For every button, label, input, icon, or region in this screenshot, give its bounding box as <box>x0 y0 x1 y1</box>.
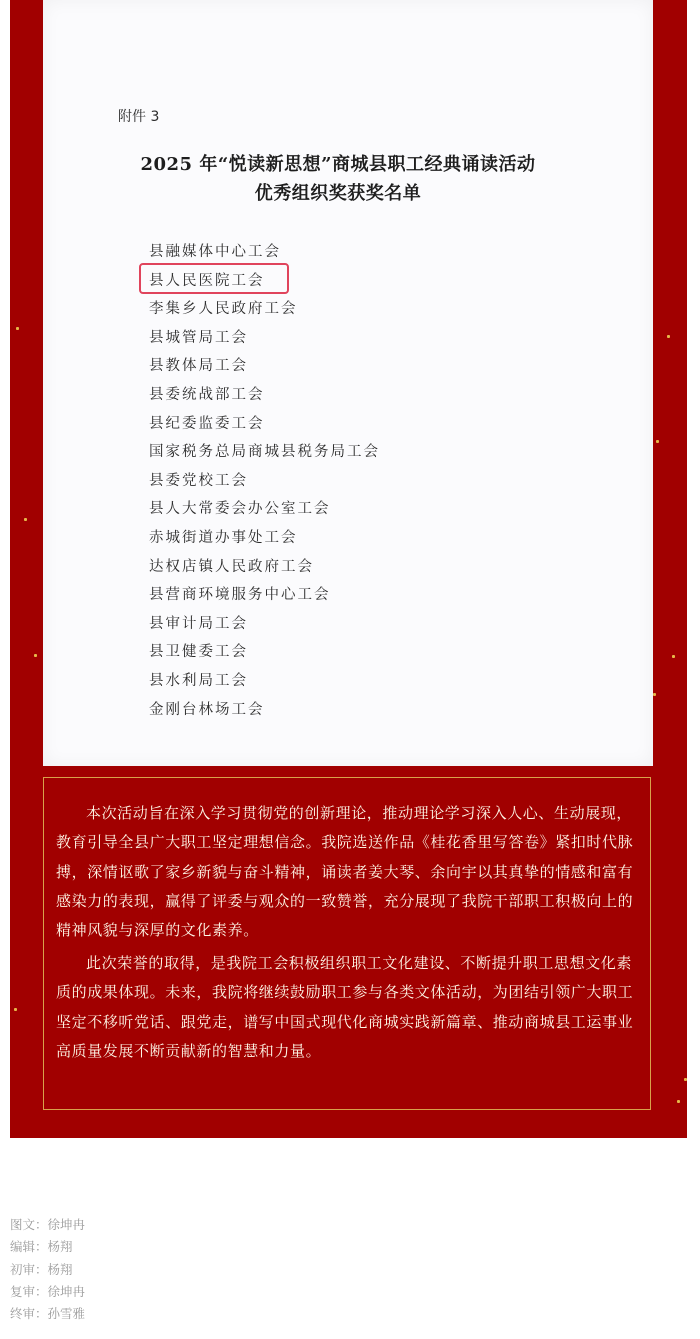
winner-item: 县人大常委会办公室工会 <box>149 501 331 518</box>
credit-line: 初审：杨翔 <box>10 1261 73 1277</box>
winner-item: 县融媒体中心工会 <box>149 244 281 260</box>
winner-item: 县卫健委工会 <box>149 644 248 661</box>
gold-speck <box>16 327 19 330</box>
gold-speck <box>667 335 670 338</box>
winner-item: 李集乡人民政府工会 <box>149 301 298 318</box>
credit-line: 图文：徐坤冉 <box>10 1217 86 1232</box>
winner-item: 县营商环境服务中心工会 <box>149 587 331 604</box>
highlight-box <box>139 263 289 294</box>
document-title-line1: 2025 年“悦读新思想”商城县职工经典诵读活动 <box>140 154 536 175</box>
winner-item: 赤城街道办事处工会 <box>149 529 298 546</box>
gold-speck <box>672 655 675 658</box>
winner-item: 县审计局工会 <box>149 615 248 632</box>
winner-item: 县委统战部工会 <box>149 386 265 403</box>
winner-item: 县城管局工会 <box>149 329 248 346</box>
winner-item: 达权店镇人民政府工会 <box>149 558 314 575</box>
credits-block <box>10 1214 85 1325</box>
gold-speck <box>656 440 659 443</box>
winner-item: 县纪委监委工会 <box>149 415 265 432</box>
gold-speck <box>24 518 27 521</box>
credit-line: 终审：孙雪雅 <box>10 1306 86 1322</box>
credit-line: 复审：徐坤冉 <box>10 1283 86 1299</box>
gold-speck <box>684 1078 687 1081</box>
winner-list <box>149 238 380 724</box>
article-paragraph: 此次荣誉的取得，是我院工会积极组织职工文化建设、不断提升职工思想文化素质的成果体现。未来，我院将继续鼓励职工参与各类文体活动，为团结引领广大职工坚定不移听党话、跟党走，谱写中国式现代化商城实践新篇章、推动商城县工运事业高质量发展不断贡献新的智慧和力量。 <box>56 954 634 1060</box>
article-text-box <box>43 777 651 1110</box>
winner-item: 国家税务总局商城县税务局工会 <box>149 444 380 461</box>
winner-item: 县水利局工会 <box>149 672 248 689</box>
document-title-line2: 优秀组织奖获奖名单 <box>254 183 422 204</box>
gold-speck <box>677 1100 680 1103</box>
gold-speck <box>34 654 37 657</box>
scanned-document <box>43 0 653 766</box>
winner-item: 县教体局工会 <box>149 358 248 375</box>
winner-item-highlighted: 县人民医院工会 <box>149 272 265 289</box>
gold-speck <box>14 1008 17 1011</box>
winner-item: 县委党校工会 <box>149 472 248 489</box>
winner-item: 金刚台林场工会 <box>149 701 265 718</box>
article-paragraph: 本次活动旨在深入学习贯彻党的创新理论，推动理论学习深入人心、生动展现，教育引导全县广大职工坚定理想信念。我院选送作品《桂花香里写答卷》紧扣时代脉搏，深情讴歌了家乡新貌与奋斗精神，诵读者姜大琴、余向宇以其真挚的情感和富有感染力的表现，赢得了评委与观众的一致赞誉，充分展现了我院干部职工积极向上的精神风貌与深厚的文化素养。 <box>56 804 634 940</box>
attachment-label: 附件 3 <box>118 109 160 125</box>
credit-line: 编辑：杨翔 <box>10 1239 73 1255</box>
gold-speck <box>653 693 656 696</box>
